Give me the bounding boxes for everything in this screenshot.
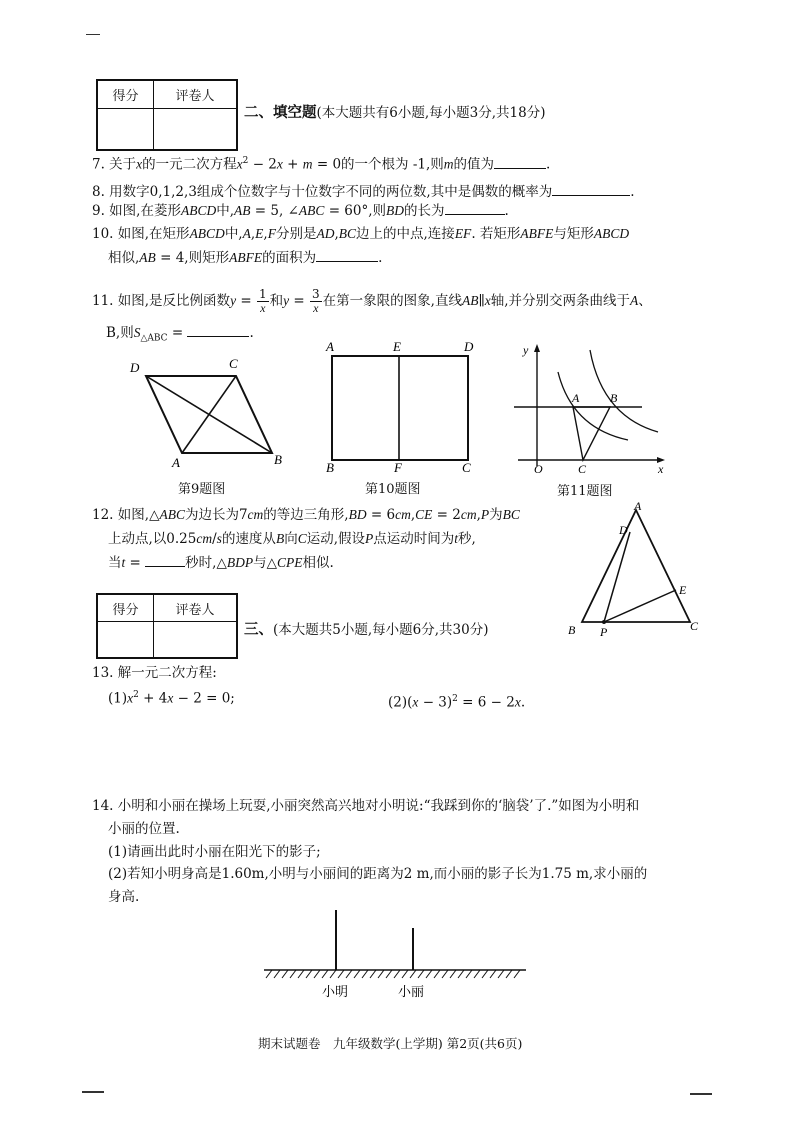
- label-e: E: [679, 583, 687, 597]
- scan-mark: [82, 1091, 104, 1093]
- score-cell[interactable]: [98, 622, 154, 658]
- question-14-line-2: 小丽的位置.: [108, 821, 180, 837]
- grader-cell[interactable]: [154, 622, 237, 658]
- section-3-heading: [244, 621, 488, 639]
- diagonal-ca: [182, 376, 236, 453]
- fraction-3-over-x: $\frac{3}{x}$: [312, 287, 320, 315]
- figure-9-rhombus: [126, 356, 288, 468]
- fraction-1-over-x: $\frac{1}{x}$: [258, 287, 267, 315]
- question-13-title: 13. 解一元二次方程:: [92, 665, 217, 681]
- grader-cell[interactable]: [154, 109, 237, 150]
- question-12-line-1: 12. 如图,△ABC为边长为7cm的等边三角形,BD = 6cm,CE = 2cm,P为BC: [92, 507, 520, 523]
- segment-pe: [604, 590, 676, 622]
- answer-blank-10[interactable]: [316, 247, 378, 262]
- label-y: y: [523, 343, 529, 357]
- segment-dp: [604, 532, 630, 622]
- label-o: O: [534, 462, 543, 476]
- score-cell[interactable]: [98, 109, 154, 150]
- figure-10-caption: 第10题图: [365, 482, 421, 497]
- label-b: B: [326, 460, 334, 475]
- label-x: x: [658, 462, 664, 476]
- question-14-line-4: (2)若知小明身高是1.60m,小明与小丽间的距离为2 m,而小丽的影子长为1.75 m,求小丽的: [108, 866, 648, 882]
- point-p: [602, 620, 606, 624]
- triangle-abc: [582, 510, 690, 622]
- answer-blank-8[interactable]: [552, 181, 630, 196]
- question-11-line-1: 11. 如图,是反比例函数y = $\frac{1}{x}$ 和y = $\frac{3}{x}$ 在第一象限的图象,直线AB∥x轴,并分别交两条曲线于A、: [92, 287, 652, 315]
- question-10-line-1: 10. 如图,在矩形ABCD中,A,E,F分别是AD,BC边上的中点,连接EF. 若矩形ABFE与矩形ABCD: [92, 226, 630, 242]
- answer-blank-11[interactable]: [187, 322, 249, 337]
- page-footer: 期末试题卷 九年级数学(上学期) 第2页(共6页): [258, 1036, 523, 1051]
- label-a: A: [326, 339, 334, 354]
- scan-mark: [690, 1093, 712, 1095]
- question-13-part-1: $(1)x^2 + 4x - 2 = 0$;: [108, 690, 235, 707]
- score-box: [96, 79, 238, 151]
- label-p: P: [600, 625, 608, 639]
- label-e: E: [393, 339, 401, 354]
- curve-1-over-x: [558, 372, 628, 440]
- figure-12-triangle: [562, 500, 706, 640]
- grader-label: 评卷人: [154, 595, 237, 622]
- section-2-heading: [244, 104, 545, 122]
- answer-blank-7[interactable]: [494, 154, 546, 169]
- label-d: D: [130, 360, 140, 375]
- section-3-title: 三、: [244, 621, 273, 638]
- curve-3-over-x: [590, 350, 658, 432]
- label-xiaoli: 小丽: [398, 985, 425, 1000]
- label-c: C: [462, 460, 471, 475]
- question-14-line-3: (1)请画出此时小丽在阳光下的影子;: [108, 844, 321, 860]
- label-d: D: [619, 523, 628, 537]
- label-b: B: [274, 452, 282, 467]
- label-d: D: [464, 339, 474, 354]
- question-12-line-3: 当t = 秒时,△BDP与△CPE相似.: [108, 552, 334, 572]
- question-13-part-2: $(2)(x - 3)^2 = 6 - 2x$.: [388, 694, 526, 711]
- section-2-title: 二、填空题: [244, 104, 317, 121]
- triangle-abc: [573, 407, 610, 460]
- section-2-note: (本大题共有6小题,每小题3分,共18分): [316, 105, 546, 121]
- score-label: 得分: [98, 595, 154, 622]
- label-c: C: [578, 462, 587, 476]
- grader-label: 评卷人: [154, 81, 237, 109]
- question-10-line-2: 相似,AB = 4,则矩形ABFE的面积为 .: [108, 247, 382, 267]
- label-b: B: [610, 391, 618, 405]
- score-label: 得分: [98, 81, 154, 109]
- question-12-line-2: 上动点,以0.25cm/s的速度从B向C运动,假设P点运动时间为t秒,: [108, 531, 476, 547]
- score-box: [96, 593, 238, 659]
- question-14-line-1: 14. 小明和小丽在操场上玩耍,小丽突然高兴地对小明说:“我踩到你的‘脑袋’了.”如图为小明和: [92, 798, 640, 814]
- label-f: F: [394, 460, 402, 475]
- figure-14-ground: [260, 900, 530, 1002]
- figure-11-graph: [510, 340, 670, 476]
- figure-10-rectangle: [322, 338, 482, 476]
- rectangle-shape: [332, 356, 468, 460]
- answer-blank-9[interactable]: [445, 200, 505, 215]
- label-a: A: [572, 391, 580, 405]
- question-9: 9. 如图,在菱形ABCD中,AB = 5, ∠ABC = 60°,则BD的长为 .: [92, 200, 509, 220]
- label-a: A: [634, 500, 642, 513]
- section-3-note: (本大题共5小题,每小题6分,共30分): [273, 622, 489, 638]
- label-xiaoming: 小明: [322, 985, 349, 1000]
- label-b: B: [568, 623, 576, 637]
- label-c: C: [690, 619, 699, 633]
- ground-hatching: [266, 970, 520, 978]
- label-c: C: [229, 356, 238, 371]
- figure-11-caption: 第11题图: [557, 484, 613, 499]
- figure-9-caption: 第9题图: [178, 482, 226, 497]
- question-7: 7. 关于x的一元二次方程$x^2 - 2x + m = 0$的一个根为 -1,则m的值为 .: [92, 152, 550, 174]
- question-8: 8. 用数字0,1,2,3组成个位数字与十位数字不同的两位数,其中是偶数的概率为 .: [92, 181, 635, 201]
- y-axis-arrow: [534, 344, 540, 352]
- question-14-line-5: 身高.: [108, 889, 140, 905]
- answer-blank-12[interactable]: [145, 552, 185, 567]
- label-a: A: [172, 455, 180, 468]
- scan-mark: [86, 34, 100, 35]
- question-11-line-2: B,则$S_{\triangle ABC}$ = .: [106, 322, 254, 348]
